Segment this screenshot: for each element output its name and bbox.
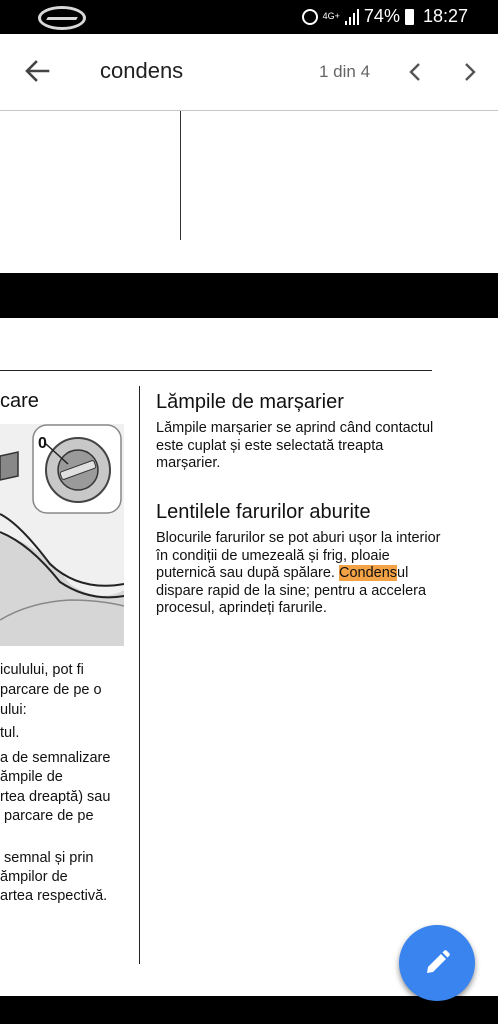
signal-icon: [345, 9, 359, 25]
status-bar: [0, 0, 498, 34]
left-text-line: rtea dreaptă) sau: [0, 789, 111, 805]
previous-page: [0, 111, 498, 273]
left-text-line: tul.: [0, 725, 20, 741]
search-input[interactable]: condens: [100, 58, 184, 83]
left-text-line: iculului, pot fi: [0, 662, 84, 678]
previous-match-button[interactable]: [405, 60, 425, 84]
left-text-line: ămpilor de: [0, 869, 68, 885]
left-text-line: a de semnalizare: [0, 750, 111, 766]
clock: 18:27: [422, 6, 468, 26]
battery-icon: [405, 9, 414, 25]
opel-logo-icon: [38, 6, 86, 30]
left-text-line: semnal și prin: [0, 850, 94, 866]
light-switch-illustration: [0, 424, 124, 646]
section-body: [156, 530, 446, 618]
arrow-back-icon: [22, 56, 52, 86]
column-divider: [139, 386, 140, 964]
chevron-right-icon: [460, 60, 480, 84]
document-page: [0, 318, 498, 996]
status-icons: [302, 6, 468, 27]
section-title: Lentilele farurilor aburite: [156, 501, 371, 523]
alarm-icon: [302, 9, 318, 25]
section-body-text: Blocurile farurilor se pot aburi ușor la interior în condiții de umezeală și frig, ploaie puternică sau după spălare.: [156, 530, 441, 581]
next-match-button[interactable]: [460, 60, 480, 84]
header-rule: [0, 370, 432, 371]
left-text-line: parcare de pe o: [0, 682, 102, 698]
back-button[interactable]: [22, 56, 52, 86]
section-body-text: ul dispare rapid de la sine; pentru a accelera procesul, aprindeți farurile.: [156, 565, 427, 616]
left-text-line: ămpile de: [0, 769, 63, 785]
left-text-line: artea respectivă.: [0, 888, 108, 904]
search-match-highlight: Condens: [339, 565, 398, 581]
edit-fab-button[interactable]: [399, 925, 475, 1001]
pencil-edit-icon: [423, 949, 451, 977]
left-column-heading: care: [0, 390, 39, 412]
left-text-line: parcare de pe: [0, 808, 94, 824]
match-count: 1 din 4: [319, 62, 371, 81]
column-divider: [180, 111, 181, 240]
section-title: Lămpile de marșarier: [156, 391, 344, 413]
chevron-left-icon: [405, 60, 425, 84]
find-in-page-bar: [0, 34, 498, 111]
battery-percent: 74%: [363, 6, 400, 26]
switch-position-label: 0: [38, 435, 47, 452]
section-body: Lămpile marșarier se aprind când contactul este cuplat și este selectată treapta marșarier.: [156, 420, 434, 471]
network-label: 4G+: [322, 11, 340, 21]
left-text-line: ului:: [0, 702, 27, 718]
